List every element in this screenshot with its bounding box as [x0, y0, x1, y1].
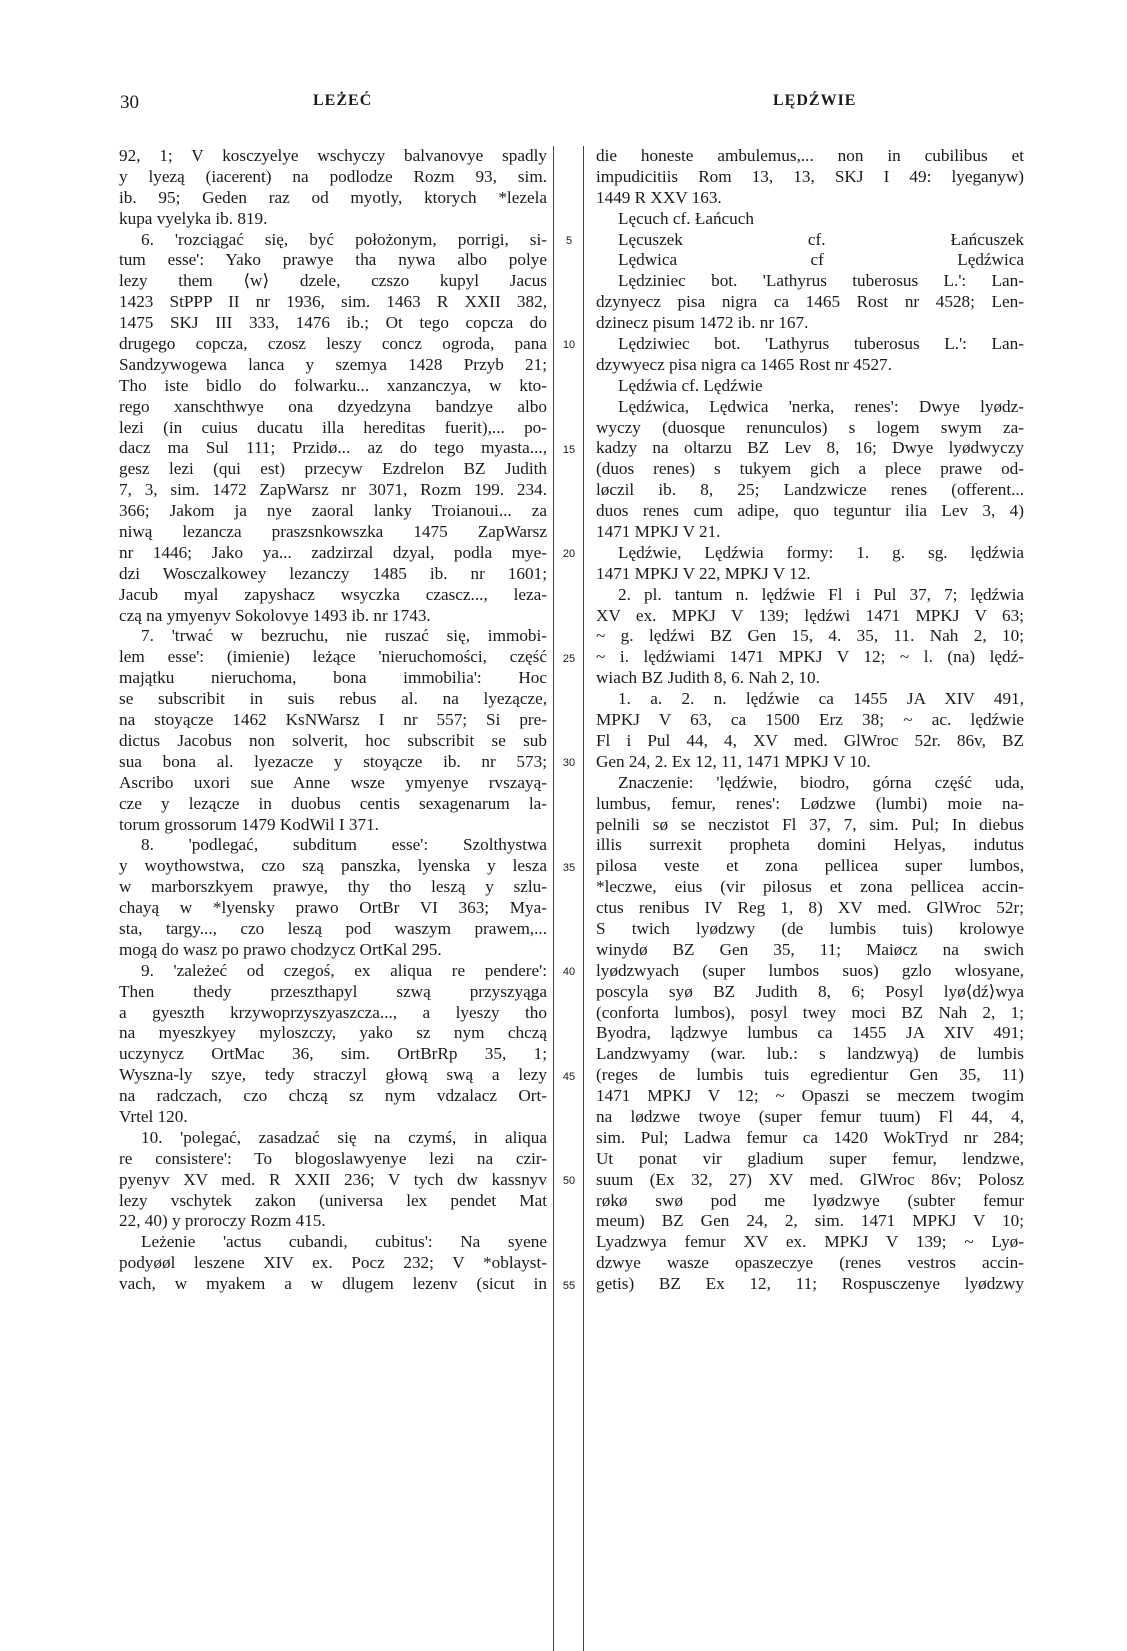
right-column-line: Lędźwia cf. Lędźwie [618, 375, 763, 395]
left-column-line: drugego copcza, czosz leszy concz ogroda, pana [119, 334, 547, 354]
left-column-line: na radczach, czo chczą sz nym vdzalacz Ort- [119, 1086, 547, 1106]
left-column-line: 8. 'podlegać, subditum esse': Szolthystwa [141, 835, 547, 855]
left-column-line: dzi Wosczalkowey lezanczy 1485 ib. nr 1601; [119, 563, 547, 583]
left-column-line: cze y lezącze in duobus centis sexagenarum la- [119, 793, 547, 813]
right-column-line: die honeste ambulemus,... non in cubilibus et [596, 146, 1024, 165]
left-column-line: 92, 1; V kosczyelye wschyczy balvanovye spadly [119, 146, 547, 165]
margin-line-number: 20 [562, 548, 576, 561]
left-column-line: lezy them ⟨w⟩ dzele, czszo kupyl Jacus [119, 271, 547, 291]
left-column-line: podyøøl leszene XIV ex. Pocz 232; V *oblayst- [119, 1253, 547, 1273]
right-column-line: (conforta lumbos), posyl twey moci BZ Nah 2, 1; [596, 1002, 1024, 1022]
right-column-line: XV ex. MPKJ V 139; lędźwi 1471 MPKJ V 63; [596, 605, 1024, 625]
right-column-line: impudicitiis Rom 13, 13, SKJ I 49: lyeganyw) [596, 166, 1024, 186]
right-column-line: getis) BZ Ex 12, 11; Rospusczenye lyødzwy [596, 1274, 1024, 1294]
left-column-line: Wyszna-ly szye, tedy straczyl głową swą a lezy [119, 1065, 547, 1085]
right-column-line: ~ g. lędźwi BZ Gen 15, 4. 35, 11. Nah 2, 10; [596, 626, 1024, 646]
right-column-line: na lødzwe twoye (super femur tuum) Fl 44, 4, [596, 1106, 1024, 1126]
left-column-line: gesz lezi (qui est) przecyw Ezdrelon BZ Judith [119, 459, 547, 479]
right-column-line: ~ i. lędźwiami 1471 MPKJ V 12; ~ l. (na) lędź- [596, 647, 1024, 667]
left-column-line: rego xanschthwye ona dzyedzyna bandzye albo [119, 396, 547, 416]
right-column-line: pilosa veste et zona pellicea super lumbos, [596, 856, 1024, 876]
margin-line-number: 45 [562, 1070, 576, 1083]
left-running-head: LEŻEĆ [313, 92, 373, 109]
left-column-line: mogą do wasz po prawo chodzycz OrtKal 295. [119, 939, 442, 959]
right-column-line: MPKJ V 63, ca 1500 Erz 38; ~ ac. lędźwie [596, 710, 1024, 730]
right-column-line: Lędziniec bot. 'Lathyrus tuberosus L.': Lan- [618, 271, 1024, 291]
right-column-line: duos renes cum adipe, quo teguntur ilia Lev 3, 4) [596, 501, 1024, 521]
left-column-line: sua bona al. lyezacze y stoyącze ib. nr 573; [119, 751, 547, 771]
left-column-line: lezy vschytek zakon (universa lex pendet Mat [119, 1190, 547, 1210]
left-column-line: ib. 95; Geden raz od myotly, ktorych *lezela [119, 187, 547, 207]
left-column-line: 6. 'rozciągać się, być położonym, porrigi, si- [141, 229, 547, 249]
left-column [119, 146, 547, 1295]
left-column-line: 7, 3, sim. 1472 ZapWarsz nr 3071, Rozm 199. 234. [119, 480, 547, 500]
left-column-line: 10. 'polegać, zasadzać się na czymś, in aliqua [141, 1127, 547, 1147]
right-column-line: Ut ponat vir gladium super femur, lendzwe, [596, 1148, 1024, 1168]
right-column-line: 1471 MPKJ V 22, MPKJ V 12. [596, 563, 811, 583]
running-header [0, 88, 1127, 118]
left-column-line: a gyeszth krzywoprzyszyaszcza..., a lyeszy tho [119, 1002, 547, 1022]
right-column-line: Lyadzwya femur XV ex. MPKJ V 139; ~ Lyø- [596, 1232, 1024, 1252]
right-column-line: lyødzwyach (super lumbos suos) gzlo wlosyane, [596, 960, 1024, 980]
right-column-line: Fl i Pul 44, 4, XV med. GlWroc 52r. 86v, BZ [596, 730, 1024, 750]
right-column-line: Lędziwiec bot. 'Lathyrus tuberosus L.': Lan- [618, 334, 1024, 354]
left-column-line: nr 1446; Jako ya... zadzirzal dzyal, podla mye- [119, 542, 547, 562]
right-column-line: Lędźwie, Lędźwia formy: 1. g. sg. lędźwia [618, 542, 1024, 562]
right-column-line: 1471 MPKJ V 21. [596, 522, 721, 542]
right-column-line: wiach BZ Judith 8, 6. Nah 2, 10. [596, 668, 820, 688]
right-column-line: Znaczenie: 'lędźwie, biodro, górna część uda, [618, 772, 1024, 792]
right-column-line: (reges de lumbis tuis egredientur Gen 35, 11) [596, 1065, 1024, 1085]
right-column-line: 2. pl. tantum n. lędźwie Fl i Pul 37, 7; lędźwia [618, 584, 1024, 604]
right-column-line: pelnili sø se neczistot Fl 37, 7, sim. Pul; In diebus [596, 814, 1024, 834]
left-column-line: Then thedy przeszthapyl szwą przyszyąga [119, 981, 547, 1001]
right-column-line: (duos renes) s tukyem gich a plece prawe od- [596, 459, 1024, 479]
right-column-line: Lęcuszek cf. Łańcuszek [618, 229, 1024, 249]
left-column-line: niwą lezancza praszsnkowszka 1475 ZapWarsz [119, 522, 547, 542]
left-column-line: majątku nieruchoma, bona immobilia': Hoc [119, 668, 547, 688]
right-column-line: Byodra, lądzwye lumbus ca 1455 JA XIV 491; [596, 1023, 1024, 1043]
right-column-line: meum) BZ Gen 24, 2, sim. 1471 MPKJ V 10; [596, 1211, 1024, 1231]
page-number: 30 [120, 92, 139, 113]
right-column-line: winydø BZ Gen 35, 11; Maiøcz na swich [596, 939, 1024, 959]
right-column-line: Landzwyamy (war. lub.: s landzwyą) de lumbis [596, 1044, 1024, 1064]
left-column-line: torum grossorum 1479 KodWil I 371. [119, 814, 379, 834]
left-column-line: 22, 40) y proroczy Rozm 415. [119, 1211, 326, 1231]
margin-line-number: 50 [562, 1175, 576, 1188]
right-column-line: 1449 R XXV 163. [596, 187, 722, 207]
right-column-line: illis surrexit propheta domini Helyas, indutus [596, 835, 1024, 855]
right-column-line: wyczy (duosque renunculos) s logem swym za- [596, 417, 1024, 437]
left-column-line: y lyezą (iacerent) na podlodze Rozm 93, sim. [119, 166, 547, 186]
left-column-line: lem esse': (imienie) leżące 'nieruchomości, część [119, 647, 547, 667]
right-column-line: løczil ib. 8, 25; Landzwicze renes (offerent... [596, 480, 1024, 500]
margin-line-number: 30 [562, 757, 576, 770]
right-column-line: Lędźwica, Lędwica 'nerka, renes': Dwye lyødz- [618, 396, 1024, 416]
right-column-line: poscyla syø BZ Judith 8, 6; Posyl lyø⟨dź⟩wya [596, 981, 1024, 1001]
left-column-line: sta, targy..., czo leszą pod waszym prawem,... [119, 918, 547, 938]
left-column-line: chayą w *lyensky prawo OrtBr VI 363; Mya- [119, 898, 547, 918]
right-column-line: dzwye wasze opaszeczye (renes vestros accin- [596, 1253, 1024, 1273]
right-column-line: *leczwe, eius (vir pilosus et zona pellicea accin- [596, 877, 1024, 897]
right-column-line: Lęcuch cf. Łańcuch [618, 208, 754, 228]
left-column-line: Vrtel 120. [119, 1106, 188, 1126]
right-column-line: dzywyecz pisa nigra ca 1465 Rost nr 4527. [596, 354, 892, 374]
left-column-line: Ascribo uxori sue Anne wsze ymyenye rvszayą- [119, 772, 547, 792]
column-rule-left [553, 146, 554, 1651]
left-column-line: czą na ymyenyv Sokolovye 1493 ib. nr 1743. [119, 605, 431, 625]
right-column-line: ctus renibus IV Reg 1, 8) XV med. GlWroc 52r; [596, 898, 1024, 918]
margin-line-number: 35 [562, 861, 576, 874]
left-column-line: tum esse': Yako prawye tha nywa albo polye [119, 250, 547, 270]
margin-line-number: 25 [562, 652, 576, 665]
left-column-line: kupa vyelyka ib. 819. [119, 208, 268, 228]
left-column-line: na myeszkyey myloszczy, yako sz nym chczą [119, 1023, 547, 1043]
left-column-line: pyenyv XV med. R XXII 236; V tych dw kassnyv [119, 1169, 547, 1189]
left-column-line: 1423 StPPP II nr 1936, sim. 1463 R XXII 382, [119, 292, 547, 312]
margin-line-number: 10 [562, 339, 576, 352]
right-column-line: kadzy na oltarzu BZ Lev 8, 16; Dwye lyødwyczy [596, 438, 1024, 458]
right-column-line: røkø swø pod me lyødzwye (subter femur [596, 1190, 1024, 1210]
left-column-line: re consistere': To blogoslawyenye lezi na czir- [119, 1148, 547, 1168]
right-column [596, 146, 1024, 1295]
left-column-line: 9. 'zależeć od czegoś, ex aliqua re pendere': [141, 960, 547, 980]
margin-line-number: 40 [562, 966, 576, 979]
right-column-line: S twich lyødzwy (de lumbis tuis) krolowye [596, 918, 1024, 938]
right-column-line: 1. a. 2. n. lędźwie ca 1455 JA XIV 491, [618, 689, 1024, 709]
right-column-line: 1471 MPKJ V 12; ~ Opaszi se meczem twogim [596, 1086, 1024, 1106]
left-column-line: 366; Jakom ja nye zaoral lanky Troianoui... za [119, 501, 547, 521]
left-column-line: uczynycz OrtMac 36, sim. OrtBrRp 35, 1; [119, 1044, 547, 1064]
left-column-line: Sandzywogewa lanca y szemya 1428 Przyb 21; [119, 354, 547, 374]
left-column-line: lezi (in cuius ducatu illa hereditas fuerit),... po- [119, 417, 547, 437]
left-column-line: dictus Jacobus non solverit, hoc subscribit se sub [119, 730, 547, 750]
right-column-line: Gen 24, 2. Ex 12, 11, 1471 MPKJ V 10. [596, 751, 871, 771]
right-running-head: LĘDŹWIE [773, 92, 857, 109]
right-column-line: sim. Pul; Ladwa femur ca 1420 WokTryd nr 284; [596, 1127, 1024, 1147]
left-column-line: dacz ma Sul 111; Przidø... az do tego myasta..., [119, 438, 547, 458]
left-column-line: 7. 'trwać w bezruchu, nie ruszać się, immobi- [141, 626, 547, 646]
left-column-line: na stoyącze 1462 KsNWarsz I nr 557; Si pre- [119, 710, 547, 730]
left-column-line: w marborszkyem prawye, thy tho leszą y szlu- [119, 877, 547, 897]
right-column-line: lumbus, femur, renes': Lødzwe (lumbi) moie na- [596, 793, 1024, 813]
left-column-line: se subscribit in suis rebus al. na lyezącze, [119, 689, 547, 709]
margin-line-number: 55 [562, 1279, 576, 1292]
left-column-line: Jacub myal zapyshacz wsyczka czascz..., leza- [119, 584, 547, 604]
left-column-line: 1475 SKJ III 333, 1476 ib.; Ot tego copcza do [119, 313, 547, 333]
right-column-line: dzinecz pisum 1472 ib. nr 167. [596, 313, 809, 333]
left-column-line: Leżenie 'actus cubandi, cubitus': Na syene [141, 1232, 547, 1252]
left-column-line: y woythowstwa, czo szą panszka, lyenska y lesza [119, 856, 547, 876]
column-rule-right [583, 146, 584, 1651]
left-column-line: vach, w myakem a w dlugem lezenv (sicut in [119, 1274, 547, 1294]
right-column-line: dzynyecz pisa nigra ca 1465 Rost nr 4528; Len- [596, 292, 1024, 312]
left-column-line: Tho iste bidlo do folwarku... xanzanczya, w kto- [119, 375, 547, 395]
margin-line-number: 5 [565, 234, 573, 247]
margin-line-number: 15 [562, 443, 576, 456]
right-column-line: Lędwica cf Lędźwica [618, 250, 1024, 270]
right-column-line: suum (Ex 32, 27) XV med. GlWroc 86v; Polosz [596, 1169, 1024, 1189]
